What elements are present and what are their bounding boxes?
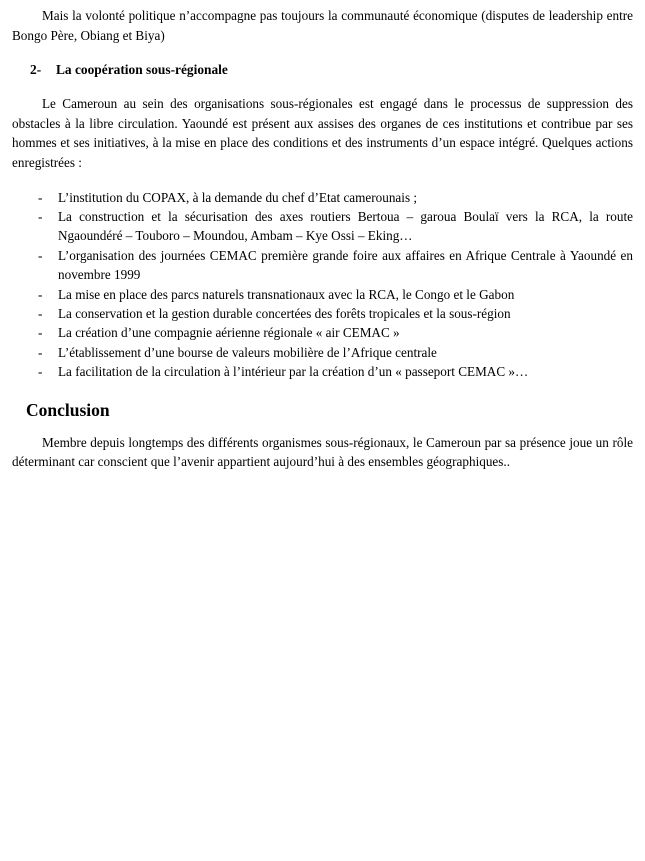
list-item-text: L’organisation des journées CEMAC première grande foire aux affaires en Afrique Centrale à Yaoundé en novembre 1999 [58,247,633,283]
bullet-dash-icon: - [38,344,43,360]
bullet-dash-icon: - [38,247,43,263]
list-item-text: La conservation et la gestion durable concertées des forêts tropicales et la sous-région [58,306,511,321]
list-item [12,207,633,246]
list-item-text: La facilitation de la circulation à l’intérieur par la création d’un « passeport CEMAC »… [58,364,529,380]
list-item [12,343,633,362]
spacer [12,45,633,60]
bullet-dash-icon: - [38,286,43,302]
bullet-dash-icon: - [38,325,43,341]
cooperation-paragraph: Le Cameroun au sein des organisations sous-régionales est engagé dans le processus de suppression des obstacles à la libre circulation. Yaoundé est présent aux assises des organes de ces institutions et contribue par ses hommes et ses initiatives, à la mise en place des conditions et des instruments d’un espace intégré. Quelques actions enregistrées : [12,96,633,170]
spacer [12,173,633,188]
document-content [12,6,633,472]
list-item-text: La construction et la sécurisation des axes routiers Bertoua – garoua Boulaï vers la RCA, la route Ngaoundéré – Touboro – Moundou, Ambam – Kye Ossi – Eking… [58,208,633,244]
list-item-text: L’institution du COPAX, à la demande du chef d’Etat camerounais ; [58,189,418,205]
actions-list [12,188,633,382]
intro-paragraph: Mais la volonté politique n’accompagne pas toujours la communauté économique (disputes de leadership entre Bongo Père, Obiang et Biya) [12,8,633,43]
conclusion-paragraph: Membre depuis longtemps des différents organismes sous-régionaux, le Cameroun par sa présence joue un rôle déterminant car conscient que l’avenir appartient aujourd’hui à des ensembles géographiques.. [12,434,633,470]
spacer [12,79,633,94]
section-heading-cooperation [12,60,633,79]
list-item [12,188,633,207]
section-heading-number: 2- [30,62,42,78]
bullet-dash-icon: - [38,364,43,380]
list-item [12,323,633,342]
bullet-dash-icon: - [38,306,43,321]
list-item [12,304,633,323]
list-item-text: L’établissement d’une bourse de valeurs mobilière de l’Afrique centrale [58,344,437,360]
list-item-text: La création d’une compagnie aérienne régionale « air CEMAC » [58,325,400,341]
conclusion-heading: Conclusion [26,399,110,420]
list-item [12,285,633,304]
list-item [12,246,633,285]
bullet-dash-icon: - [38,208,43,224]
bullet-dash-icon: - [38,189,43,205]
spacer [12,421,633,433]
spacer [12,382,633,399]
list-item-text: La mise en place des parcs naturels transnationaux avec la RCA, le Congo et le Gabon [58,286,515,302]
section-heading-title: La coopération sous-régionale [56,62,228,78]
list-item [12,362,633,381]
